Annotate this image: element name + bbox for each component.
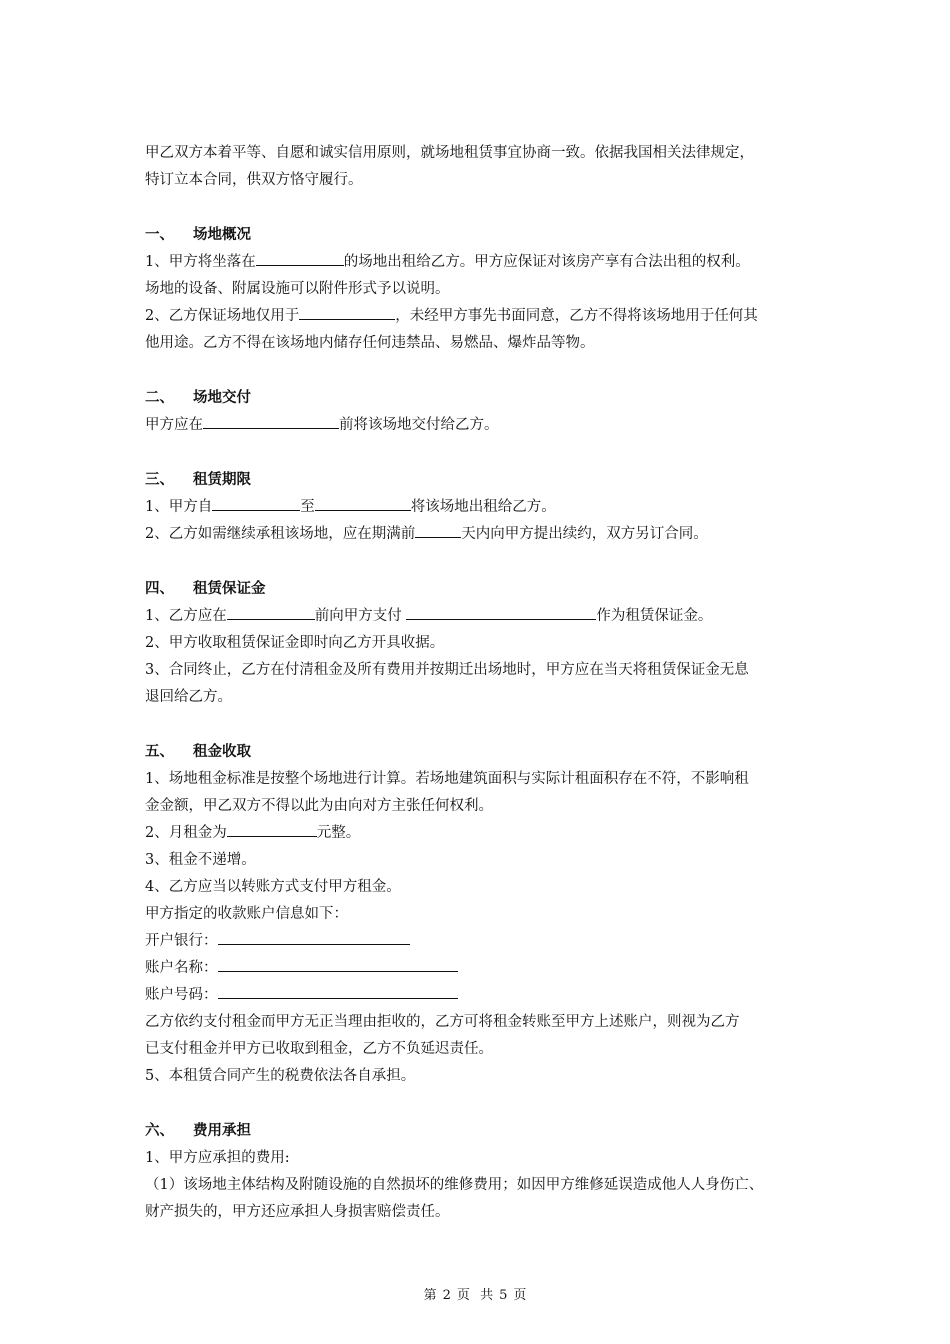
s5-line-5: 4、乙方应当以转账方式支付甲方租金。 [145, 879, 401, 895]
s6-line-2: （1）该场地主体结构及附随设施的自然损坏的维修费用；如因甲方维修延误造成他人人身伤亡、 [145, 1177, 764, 1193]
s3-line-1: 1、甲方自 至 将该场地出租给乙方。 [145, 494, 815, 521]
s5-line-1: 1、场地租金标准是按整个场地进行计算。若场地建筑面积与实际计租面积存在不符，不影响租 [145, 771, 749, 787]
s2-line-1: 甲方应在 前将该场地交付给乙方。 [145, 412, 815, 439]
section-5-heading: 五、 租金收取 [145, 744, 251, 760]
contract-page [145, 140, 815, 1226]
s1-line-1: 1、甲方将坐落在 的场地出租给乙方。甲方应保证对该房产享有合法出租的权利。 [145, 249, 815, 276]
monthly-rent-blank [227, 822, 317, 837]
end-date-blank [315, 496, 411, 511]
bank-line: 开户银行： [145, 928, 815, 955]
account-number-line: 账户号码： [145, 982, 815, 1009]
s6-line-3: 财产损失的，甲方还应承担人身损害赔偿责任。 [145, 1204, 450, 1220]
intro-line-1: 甲乙双方本着平等、自愿和诚实信用原则，就场地租赁事宜协商一致。依据我国相关法律规定， [145, 145, 754, 161]
deposit-date-blank [227, 605, 315, 620]
account-name-blank [218, 957, 458, 972]
s4-line-3: 3、合同终止，乙方在付清租金及所有费用并按期迁出场地时，甲方应在当天将租赁保证金无息 [145, 662, 749, 678]
page-footer: 第 2 页 共 5 页 [423, 1288, 527, 1303]
delivery-date-blank [203, 414, 339, 429]
usage-blank [299, 305, 395, 320]
renewal-days-blank [415, 523, 461, 538]
start-date-blank [212, 496, 300, 511]
s5-line-4: 3、租金不递增。 [145, 852, 256, 868]
s4-line-1: 1、乙方应在 前向甲方支付 作为租赁保证金。 [145, 603, 815, 630]
bank-blank [218, 930, 410, 945]
intro-line-2: 特订立本合同，供双方恪守履行。 [145, 172, 363, 188]
s5-line-3: 2、月租金为 元整。 [145, 820, 815, 847]
section-6-heading: 六、 费用承担 [145, 1123, 251, 1139]
s1-line-3: 2、乙方保证场地仅用于 ，未经甲方事先书面同意，乙方不得将该场地用于任何其 [145, 303, 815, 330]
s1-line-4: 他用途。乙方不得在该场地内储存任何违禁品、易燃品、爆炸品等物。 [145, 335, 595, 351]
s1-line-2: 场地的设备、附属设施可以附件形式予以说明。 [145, 281, 450, 297]
section-4-heading: 四、 租赁保证金 [145, 581, 266, 597]
s4-line-4: 退回给乙方。 [145, 689, 232, 705]
location-blank [256, 251, 344, 266]
account-name-line: 账户名称： [145, 955, 815, 982]
deposit-amount-blank [406, 605, 596, 620]
section-3-heading: 三、 租赁期限 [145, 472, 251, 488]
page-number: 2 [442, 1288, 451, 1303]
section-2-heading: 二、 场地交付 [145, 390, 251, 406]
section-1-heading: 一、 场地概况 [145, 227, 251, 243]
s6-line-1: 1、甲方应承担的费用: [145, 1150, 290, 1166]
s3-line-2: 2、乙方如需继续承租该场地，应在期满前 天内向甲方提出续约，双方另订合同。 [145, 521, 815, 548]
total-pages: 5 [499, 1288, 508, 1303]
s5-line-7: 乙方依约支付租金而甲方无正当理由拒收的，乙方可将租金转账至甲方上述账户，则视为乙方 [145, 1014, 740, 1030]
s5-line-8: 已支付租金并甲方已收取到租金，乙方不负延迟责任。 [145, 1041, 493, 1057]
s4-line-2: 2、甲方收取租赁保证金即时向乙方开具收据。 [145, 635, 445, 651]
account-number-blank [218, 984, 458, 999]
s5-line-6: 甲方指定的收款账户信息如下： [145, 906, 348, 922]
s5-line-2: 金金额，甲乙双方不得以此为由向对方主张任何权利。 [145, 798, 493, 814]
s5-line-9: 5、本租赁合同产生的税费依法各自承担。 [145, 1068, 416, 1084]
